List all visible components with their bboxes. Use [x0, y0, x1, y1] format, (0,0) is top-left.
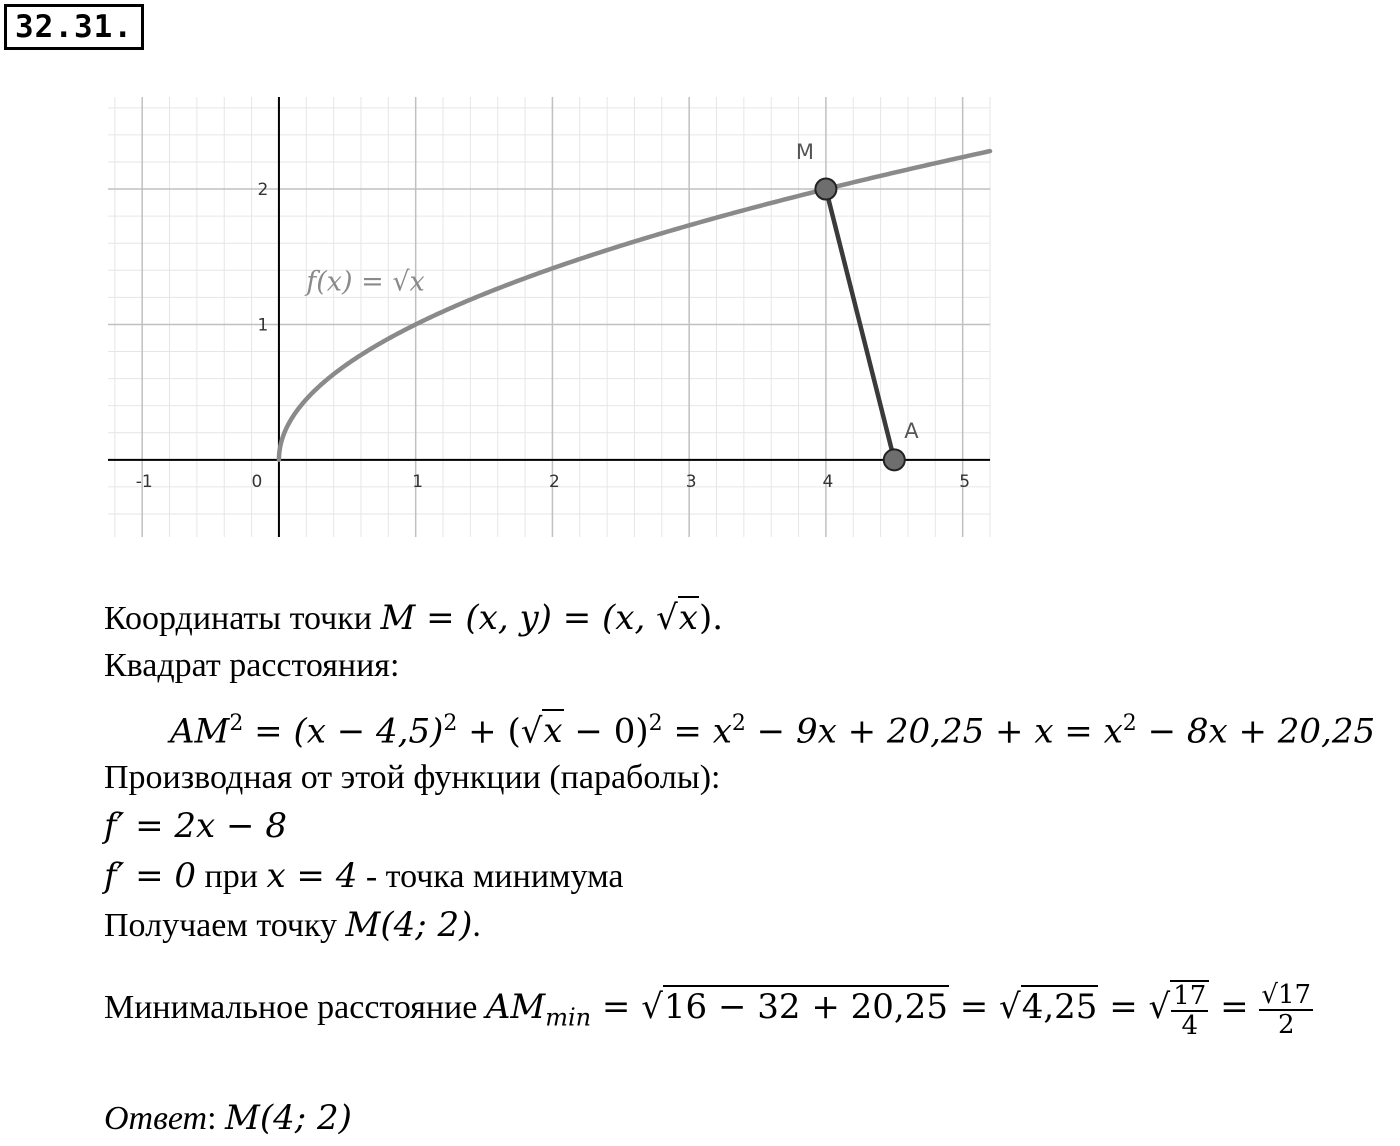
x-tick-label: 0: [251, 471, 263, 492]
point-a: [884, 449, 905, 470]
line-derivative: f′ = 2x − 8: [104, 806, 287, 846]
x-tick-label: 1: [412, 471, 424, 492]
line-point: Получаем точку M(4; 2).: [104, 905, 481, 945]
point-label-a: A: [904, 418, 919, 443]
line-derivative-label: Производная от этой функции (параболы):: [104, 759, 721, 796]
line-minimum: f′ = 0 при x = 4 - точка минимума: [104, 856, 624, 896]
x-tick-label: -1: [135, 471, 153, 492]
problem-number: 32.31.: [4, 4, 144, 50]
point-label-m: M: [795, 140, 815, 165]
function-graph: [0, 0, 1400, 560]
x-tick-label: 2: [549, 471, 560, 492]
function-label: f(x) = √x: [306, 266, 425, 298]
y-tick-label: 2: [257, 180, 269, 201]
x-tick-label: 4: [822, 471, 834, 492]
x-tick-label: 3: [685, 471, 697, 492]
y-tick-label: 1: [257, 315, 269, 336]
line-answer: Ответ: M(4; 2): [104, 1098, 352, 1138]
line-min-distance: Минимальное расстояние $AM_{min} = √16 - 32 + 20,25 = √4,25$ = √ $\frac{17}{4}$ = $\frac{√17}{2}$: [104, 980, 1312, 1041]
point-m: [815, 179, 836, 200]
fraction-sqrt17-2: $\frac{√17}{2}$: [1261, 980, 1312, 1040]
line-distance-square-label: Квадрат расстояния:: [104, 647, 400, 684]
line-distance-formula: $AM^2 = (x - 4,5)^2 + (√x - 0)^2 = x^2 - 9x + 20,25 + x = x^2 - 8x + 20,25$: [170, 711, 1376, 752]
line-coordinates: Координаты точки M = (x, y) = (x, √x).: [104, 598, 724, 638]
fraction-17-4: $\frac{17}{4}$: [1170, 980, 1209, 1040]
x-tick-label: 5: [959, 471, 971, 492]
